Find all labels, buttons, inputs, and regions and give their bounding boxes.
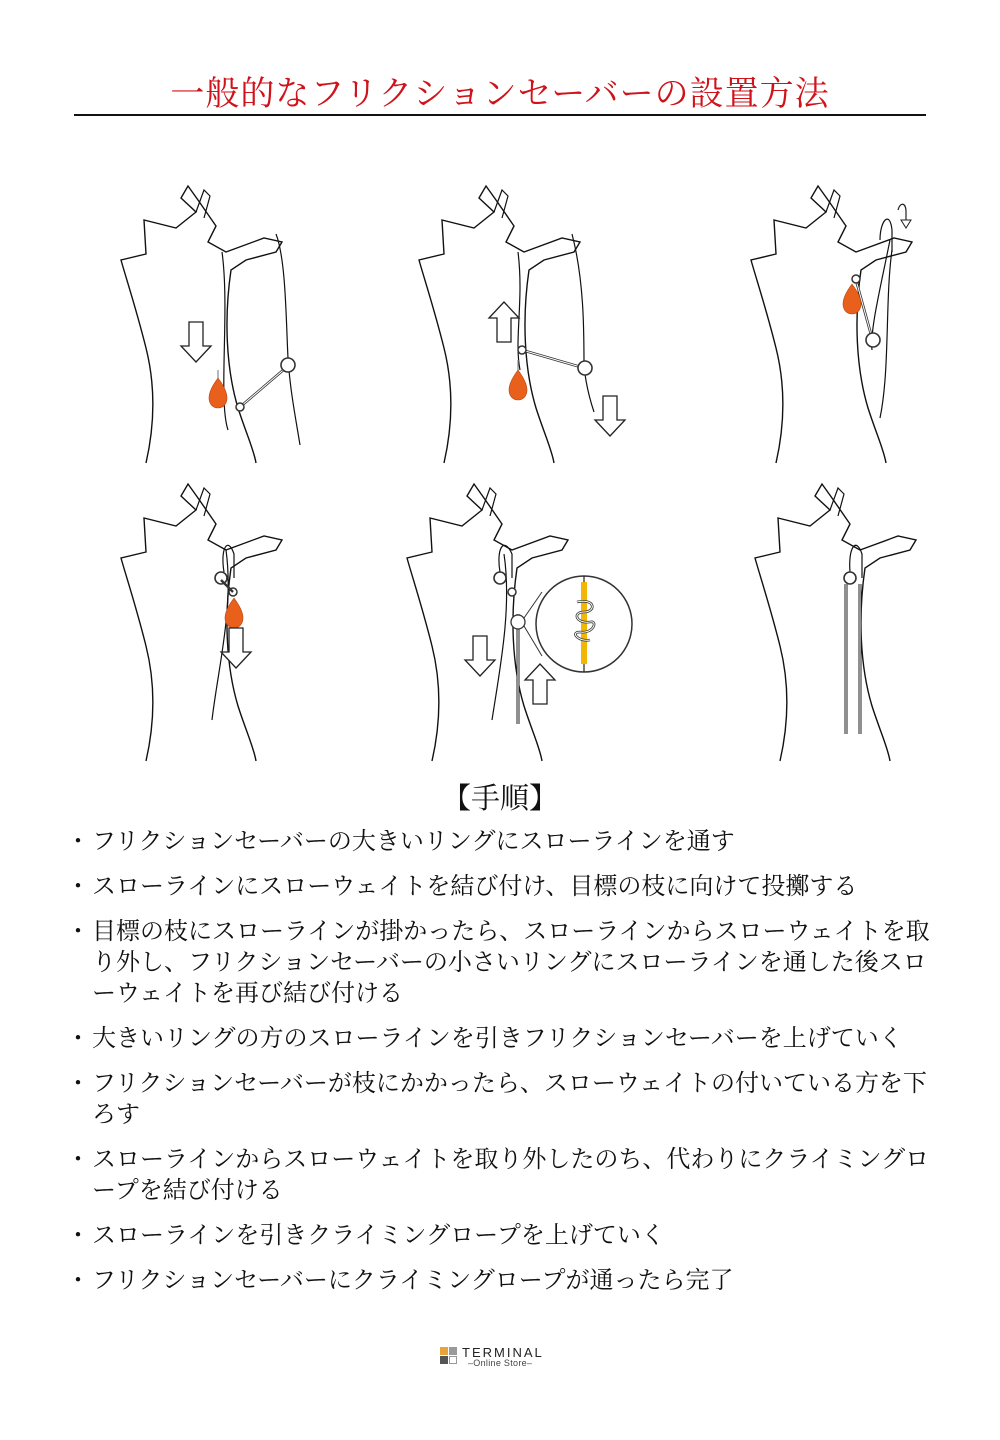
logo-text: TERMINAL: [462, 1345, 544, 1360]
bullet: ・: [66, 917, 90, 945]
step-item: [66, 916, 946, 1009]
terminal-logo: [440, 1345, 570, 1373]
title-divider: [74, 114, 926, 116]
bullet: ・: [66, 1221, 90, 1249]
step-item: [66, 826, 946, 857]
step-text: 大きいリングの方のスローラインを引きフリクションセーバーを上げていく: [92, 1024, 903, 1052]
bullet: ・: [66, 1069, 90, 1097]
illustration-step-3: [730, 180, 990, 460]
step-text: スローラインを引きクライミングロープを上げていく: [92, 1221, 665, 1249]
illustration-step-6: [730, 488, 990, 768]
step-item: [66, 1265, 946, 1296]
illustration-step-1: [100, 190, 360, 470]
bullet: ・: [66, 1145, 90, 1173]
step-text: スローラインにスローウェイトを結び付け、目標の枝に向けて投擲する: [92, 872, 858, 900]
step-text: スローラインからスローウェイトを取り外したのち、代わりにクライミングロープを結び付ける: [92, 1145, 930, 1204]
steps-list: [66, 826, 946, 1310]
illustration-step-5: [384, 488, 644, 768]
step-item: [66, 1144, 946, 1206]
step-text: 目標の枝にスローラインが掛かったら、スローラインからスローウェイトを取り外し、フリクションセーバーの小さいリングにスローラインを通した後スローウェイトを再び結び付ける: [92, 917, 930, 1007]
step-item: [66, 871, 946, 902]
step-text: フリクションセーバーが枝にかかったら、スローウェイトの付いている方を下ろす: [92, 1069, 927, 1128]
bullet: ・: [66, 872, 90, 900]
step-text: フリクションセーバーにクライミングロープが通ったら完了: [92, 1266, 734, 1294]
bullet: ・: [66, 827, 90, 855]
step-item: [66, 1220, 946, 1251]
step-item: [66, 1068, 946, 1130]
bullet: ・: [66, 1266, 90, 1294]
bullet: ・: [66, 1024, 90, 1052]
step-item: [66, 1023, 946, 1054]
illustration-step-2: [394, 190, 654, 470]
logo-subtext: –Online Store–: [468, 1358, 533, 1368]
page-title: 一般的なフリクションセーバーの設置方法: [170, 74, 830, 114]
illustration-step-4: [100, 488, 360, 768]
steps-heading: 【手順】: [441, 781, 558, 815]
step-text: フリクションセーバーの大きいリングにスローラインを通す: [92, 827, 735, 855]
logo-mark-icon: [440, 1347, 458, 1365]
